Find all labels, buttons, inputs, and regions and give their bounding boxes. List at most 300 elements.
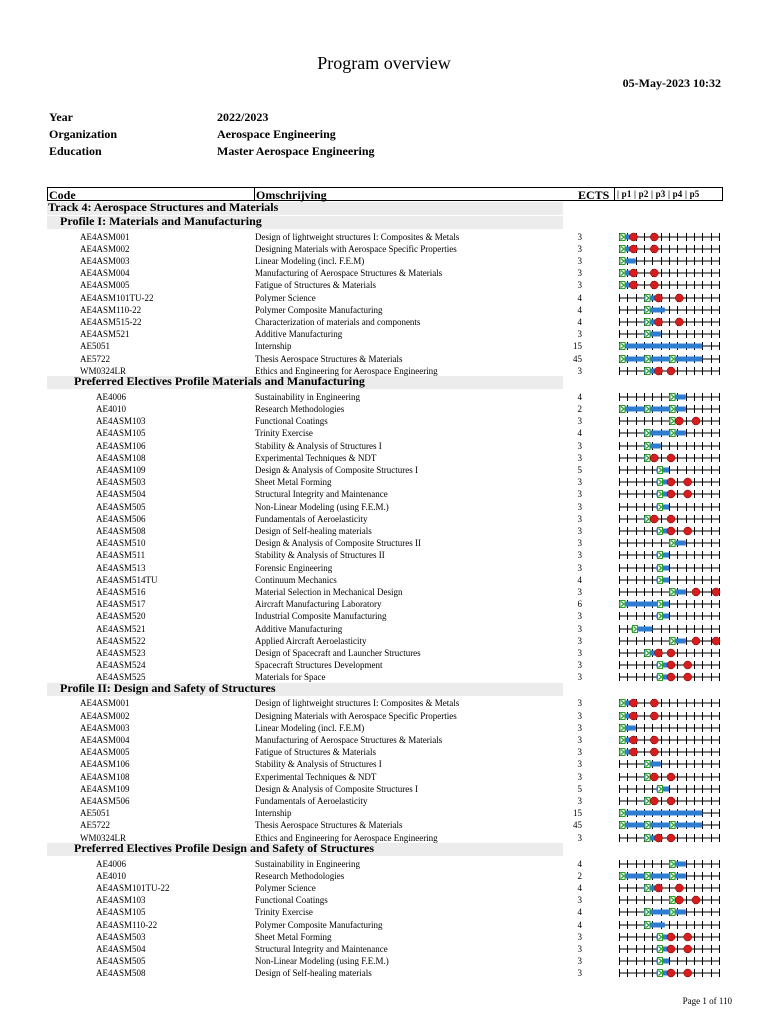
schedule-timeline — [619, 671, 723, 683]
course-code: AE4ASM103 — [96, 416, 146, 427]
course-ects: 3 — [577, 747, 582, 758]
table-row — [0, 599, 768, 611]
course-code: AE4006 — [96, 858, 126, 869]
section-header — [47, 213, 563, 229]
schedule-timeline — [619, 882, 723, 894]
course-description: Structural Integrity and Maintenance — [255, 489, 388, 500]
exam-dot — [650, 269, 658, 277]
meta-value: 2022/2023 — [217, 110, 269, 124]
course-ects: 3 — [577, 256, 582, 266]
exam-dot — [667, 797, 675, 805]
course-description: Stability & Analysis of Structures I — [255, 759, 382, 770]
course-description: Experimental Techniques & NDT — [255, 771, 377, 782]
exam-dot — [655, 884, 663, 892]
course-code: AE4ASM109 — [80, 783, 130, 794]
section-header — [47, 840, 563, 856]
course-bar — [619, 356, 702, 361]
exam-dot — [675, 294, 683, 302]
course-ects: 4 — [577, 428, 582, 439]
schedule-timeline — [619, 427, 723, 439]
schedule-timeline — [619, 403, 723, 415]
schedule-timeline — [619, 415, 723, 427]
header-ects: ECTS — [578, 188, 610, 202]
exam-dot — [684, 661, 692, 669]
course-ects: 5 — [577, 465, 582, 475]
course-description: Stability & Analysis of Structures II — [255, 550, 385, 561]
exam-dot — [692, 896, 700, 904]
course-bar — [619, 811, 702, 816]
course-code: AE4ASM508 — [96, 968, 146, 979]
course-description: Polymer Science — [255, 292, 316, 303]
exam-dot — [684, 933, 692, 941]
course-ects: 3 — [577, 968, 582, 979]
table-row — [0, 723, 768, 735]
schedule-timeline — [619, 292, 723, 304]
schedule-timeline — [619, 501, 723, 513]
section-title: Profile II: Design and Safety of Structures — [60, 680, 276, 695]
schedule-timeline — [619, 623, 723, 635]
course-code: AE4ASM110-22 — [96, 919, 158, 930]
course-description: Internship — [255, 341, 292, 352]
course-code: AE4ASM002 — [80, 710, 130, 721]
table-row — [0, 648, 768, 660]
exam-dot — [630, 748, 638, 756]
course-code: AE4ASM521 — [96, 623, 146, 634]
course-ects: 3 — [577, 280, 582, 291]
course-ects: 3 — [577, 722, 582, 733]
table-row — [0, 232, 768, 244]
course-description: Internship — [255, 808, 292, 819]
course-description: Design & Analysis of Composite Structures I — [255, 465, 418, 475]
table-row — [0, 784, 768, 796]
schedule-timeline — [619, 819, 723, 831]
table-row — [0, 256, 768, 268]
course-code: AE4ASM520 — [96, 611, 146, 622]
schedule-timeline — [619, 255, 723, 267]
course-description: Linear Modeling (incl. F.E.M) — [255, 256, 365, 266]
schedule-timeline — [619, 832, 723, 844]
course-ects: 3 — [577, 648, 582, 658]
table-row — [0, 341, 768, 353]
section-title: Preferred Electives Profile Design and Safety of Structures — [74, 840, 375, 855]
schedule-timeline — [619, 783, 723, 795]
exam-dot — [630, 281, 638, 289]
section-header — [47, 680, 563, 696]
exam-dot — [675, 884, 683, 892]
table-row — [0, 611, 768, 623]
course-ects: 3 — [577, 489, 582, 500]
course-code: AE4ASM505 — [96, 501, 146, 512]
table-row — [0, 883, 768, 895]
course-code: WM0324LR — [80, 365, 126, 376]
exam-dot — [684, 478, 692, 486]
table-row — [0, 392, 768, 404]
table-row — [0, 317, 768, 329]
exam-dot — [630, 245, 638, 253]
meta-label: Organization — [49, 127, 117, 141]
course-description: Fundamentals of Aeroelasticity — [255, 796, 368, 806]
table-row — [0, 808, 768, 820]
course-code: AE4ASM524 — [96, 660, 146, 671]
course-description: Stability & Analysis of Structures I — [255, 440, 382, 451]
exam-dot — [692, 417, 700, 425]
exam-dot — [712, 637, 720, 645]
course-code: AE4ASM003 — [80, 256, 130, 266]
exam-dot — [684, 527, 692, 535]
course-description: Spacecraft Structures Development — [255, 660, 383, 671]
course-description: Non-Linear Modeling (using F.E.M.) — [255, 956, 389, 967]
schedule-timeline — [619, 440, 723, 452]
table-row — [0, 759, 768, 771]
exam-dot — [650, 245, 658, 253]
table-row — [0, 587, 768, 599]
course-description: Additive Manufacturing — [255, 623, 343, 634]
course-ects: 3 — [577, 501, 582, 512]
schedule-timeline — [619, 549, 723, 561]
exam-dot — [667, 649, 675, 657]
table-row — [0, 895, 768, 907]
exam-dot — [667, 969, 675, 977]
course-code: AE4ASM525 — [96, 672, 146, 683]
exam-dot — [667, 673, 675, 681]
exam-dot — [675, 318, 683, 326]
schedule-timeline — [619, 894, 723, 906]
course-code: AE4ASM110-22 — [80, 304, 142, 315]
table-row — [0, 698, 768, 710]
exam-dot — [650, 281, 658, 289]
course-description: Design & Analysis of Composite Structures I — [255, 783, 418, 794]
exam-dot — [655, 318, 663, 326]
course-ects: 3 — [577, 452, 582, 463]
course-code: AE4ASM505 — [96, 956, 146, 967]
table-row — [0, 293, 768, 305]
course-code: AE5722 — [80, 353, 110, 364]
schedule-timeline — [619, 279, 723, 291]
schedule-timeline — [619, 513, 723, 525]
schedule-timeline — [619, 807, 723, 819]
exam-dot — [650, 748, 658, 756]
schedule-timeline — [619, 562, 723, 574]
course-description: Aircraft Manufacturing Laboratory — [255, 599, 382, 610]
schedule-timeline — [619, 231, 723, 243]
course-code: AE4ASM004 — [80, 268, 130, 279]
course-description: Polymer Composite Manufacturing — [255, 304, 383, 315]
course-ects: 4 — [577, 317, 582, 327]
table-row — [0, 820, 768, 832]
course-ects: 45 — [573, 353, 582, 364]
course-code: AE5051 — [80, 808, 110, 819]
section-header — [47, 376, 563, 389]
schedule-timeline — [619, 537, 723, 549]
course-code: AE4ASM004 — [80, 735, 130, 745]
course-ects: 3 — [577, 735, 582, 745]
table-row — [0, 956, 768, 968]
course-ects: 15 — [573, 808, 582, 819]
table-row — [0, 747, 768, 759]
course-code: AE4ASM109 — [96, 465, 146, 475]
course-ects: 4 — [577, 574, 582, 585]
course-code: AE4ASM002 — [80, 243, 130, 254]
course-description: Polymer Composite Manufacturing — [255, 919, 383, 930]
course-code: AE4ASM005 — [80, 747, 130, 758]
course-ects: 4 — [577, 919, 582, 930]
course-code: AE4ASM108 — [80, 771, 130, 782]
table-row — [0, 453, 768, 465]
course-ects: 4 — [577, 883, 582, 893]
table-row — [0, 502, 768, 514]
table-row — [0, 416, 768, 428]
course-code: AE4ASM522 — [96, 635, 146, 646]
course-description: Functional Coatings — [255, 416, 328, 427]
course-code: AE4ASM105 — [96, 907, 146, 918]
course-description: Materials for Space — [255, 672, 326, 683]
schedule-timeline — [619, 586, 723, 598]
course-code: AE4ASM001 — [80, 698, 130, 709]
course-description: Thesis Aerospace Structures & Materials — [255, 820, 403, 831]
table-row — [0, 711, 768, 723]
table-row — [0, 968, 768, 980]
course-code: AE4ASM108 — [96, 452, 146, 463]
course-description: Characterization of materials and components — [255, 317, 421, 327]
exam-dot — [692, 588, 700, 596]
course-ects: 3 — [577, 771, 582, 782]
course-code: AE4ASM510 — [96, 538, 146, 549]
schedule-timeline — [619, 488, 723, 500]
exam-dot — [684, 945, 692, 953]
table-row — [0, 477, 768, 489]
header-code: Code — [49, 188, 76, 202]
header-periods: | p1 | p2 | p3 | p4 | p5 — [617, 189, 700, 199]
course-description: Research Methodologies — [255, 870, 345, 881]
table-row — [0, 550, 768, 562]
course-description: Sheet Metal Forming — [255, 477, 332, 488]
course-ects: 3 — [577, 329, 582, 340]
exam-dot — [630, 269, 638, 277]
course-description: Continuum Mechanics — [255, 574, 337, 585]
course-description: Designing Materials with Aerospace Specific Properties — [255, 710, 457, 721]
section-title: Track 4: Aerospace Structures and Materials — [48, 200, 279, 214]
course-ects: 3 — [577, 243, 582, 254]
course-code: AE4ASM106 — [96, 440, 146, 451]
schedule-timeline — [619, 931, 723, 943]
exam-dot — [667, 661, 675, 669]
course-description: Design of lightweight structures I: Composites & Metals — [255, 698, 460, 709]
course-code: AE4ASM103 — [96, 895, 146, 906]
course-ects: 3 — [577, 623, 582, 634]
course-description: Design of Self-healing materials — [255, 526, 372, 536]
exam-dot — [650, 515, 658, 523]
schedule-timeline — [619, 574, 723, 586]
schedule-timeline — [619, 525, 723, 537]
course-code: AE4ASM506 — [96, 513, 146, 524]
exam-dot — [655, 834, 663, 842]
course-ects: 3 — [577, 477, 582, 488]
schedule-timeline — [619, 267, 723, 279]
schedule-timeline — [619, 858, 723, 870]
course-description: Applied Aircraft Aeroelasticity — [255, 635, 367, 646]
table-row — [0, 575, 768, 587]
course-ects: 3 — [577, 538, 582, 549]
course-code: AE4ASM003 — [80, 722, 130, 733]
course-description: Experimental Techniques & NDT — [255, 452, 377, 463]
course-bar — [619, 873, 686, 878]
course-ects: 3 — [577, 956, 582, 967]
course-ects: 3 — [577, 550, 582, 561]
course-code: AE5051 — [80, 341, 110, 352]
exam-dot — [667, 834, 675, 842]
meta-value: Master Aerospace Engineering — [217, 144, 375, 158]
course-bar — [619, 823, 702, 828]
course-description: Designing Materials with Aerospace Specific Properties — [255, 243, 457, 254]
course-ects: 5 — [577, 783, 582, 794]
course-description: Non-Linear Modeling (using F.E.M.) — [255, 501, 389, 512]
schedule-timeline — [619, 452, 723, 464]
exam-dot — [650, 797, 658, 805]
schedule-timeline — [619, 771, 723, 783]
schedule-timeline — [619, 316, 723, 328]
table-row — [0, 944, 768, 956]
course-description: Manufacturing of Aerospace Structures & Materials — [255, 735, 443, 745]
course-description: Design & Analysis of Composite Structures II — [255, 538, 421, 549]
course-description: Fatigue of Structures & Materials — [255, 747, 376, 758]
schedule-timeline — [619, 870, 723, 882]
page-number: Page 1 of 110 — [682, 996, 732, 1006]
course-ects: 3 — [577, 895, 582, 906]
course-ects: 3 — [577, 440, 582, 451]
course-code: AE4ASM105 — [96, 428, 146, 439]
course-ects: 4 — [577, 292, 582, 303]
table-row — [0, 859, 768, 871]
exam-dot — [667, 454, 675, 462]
course-ects: 3 — [577, 365, 582, 376]
meta-label: Year — [49, 110, 73, 124]
table-row — [0, 920, 768, 932]
table-row — [0, 735, 768, 747]
schedule-timeline — [619, 722, 723, 734]
course-description: Design of lightweight structures I: Composites & Metals — [255, 231, 460, 242]
schedule-timeline — [619, 243, 723, 255]
schedule-timeline — [619, 365, 723, 377]
exam-dot — [684, 673, 692, 681]
exam-dot — [667, 490, 675, 498]
course-code: AE4ASM504 — [96, 489, 146, 500]
course-ects: 3 — [577, 931, 582, 942]
schedule-timeline — [619, 340, 723, 352]
schedule-timeline — [619, 943, 723, 955]
course-description: Functional Coatings — [255, 895, 328, 906]
table-row — [0, 636, 768, 648]
schedule-timeline — [619, 647, 723, 659]
table-row — [0, 772, 768, 784]
table-row — [0, 244, 768, 256]
page-title: Program overview — [317, 53, 451, 73]
course-ects: 6 — [577, 599, 582, 610]
course-description: Sustainability in Engineering — [255, 391, 360, 402]
table-row — [0, 660, 768, 672]
course-ects: 45 — [573, 820, 582, 831]
course-description: Additive Manufacturing — [255, 329, 343, 340]
schedule-timeline — [619, 353, 723, 365]
schedule-timeline — [619, 758, 723, 770]
course-ects: 3 — [577, 710, 582, 721]
table-row — [0, 354, 768, 366]
table-row — [0, 514, 768, 526]
schedule-timeline — [619, 795, 723, 807]
course-description: Design of Self-healing materials — [255, 968, 372, 979]
exam-dot — [692, 637, 700, 645]
schedule-timeline — [619, 328, 723, 340]
exam-dot — [655, 294, 663, 302]
exam-dot — [650, 773, 658, 781]
table-row — [0, 907, 768, 919]
course-description: Structural Integrity and Maintenance — [255, 944, 388, 954]
schedule-timeline — [619, 734, 723, 746]
course-code: AE4ASM517 — [96, 599, 146, 610]
schedule-timeline — [619, 906, 723, 918]
course-description: Forensic Engineering — [255, 562, 333, 573]
course-code: AE4006 — [96, 391, 126, 402]
course-code: AE4ASM516 — [96, 587, 146, 597]
table-row — [0, 538, 768, 550]
course-code: AE4ASM101TU-22 — [80, 292, 154, 303]
table-row — [0, 428, 768, 440]
exam-dot — [630, 233, 638, 241]
table-row — [0, 465, 768, 477]
course-description: Fatigue of Structures & Materials — [255, 280, 376, 291]
schedule-timeline — [619, 304, 723, 316]
course-ects: 4 — [577, 304, 582, 315]
course-ects: 3 — [577, 268, 582, 279]
course-description: Sustainability in Engineering — [255, 858, 360, 869]
course-description: Thesis Aerospace Structures & Materials — [255, 353, 403, 364]
exam-dot — [675, 417, 683, 425]
table-row — [0, 563, 768, 575]
course-bar — [619, 344, 702, 349]
report-datetime: 05-May-2023 10:32 — [622, 76, 721, 90]
course-ects: 3 — [577, 672, 582, 683]
table-row — [0, 526, 768, 538]
exam-dot — [655, 367, 663, 375]
exam-dot — [667, 478, 675, 486]
course-ects: 15 — [573, 341, 582, 352]
course-code: AE4ASM504 — [96, 944, 146, 954]
course-ects: 3 — [577, 759, 582, 770]
schedule-timeline — [619, 697, 723, 709]
table-row — [0, 441, 768, 453]
course-ects: 2 — [577, 404, 582, 414]
table-row — [0, 268, 768, 280]
course-description: Trinity Exercise — [255, 907, 313, 918]
exam-dot — [675, 896, 683, 904]
schedule-timeline — [619, 635, 723, 647]
course-description: Ethics and Engineering for Aerospace Engineering — [255, 832, 438, 843]
course-code: AE4ASM508 — [96, 526, 146, 536]
course-ects: 3 — [577, 513, 582, 524]
exam-dot — [667, 367, 675, 375]
course-ects: 4 — [577, 858, 582, 869]
course-code: AE4ASM523 — [96, 648, 146, 658]
course-code: AE4ASM521 — [80, 329, 130, 340]
course-code: AE4ASM515-22 — [80, 317, 142, 327]
course-code: AE4ASM506 — [80, 796, 130, 806]
course-ects: 4 — [577, 391, 582, 402]
course-code: AE4ASM514TU — [96, 574, 158, 585]
schedule-timeline — [619, 967, 723, 979]
exam-dot — [630, 712, 638, 720]
course-description: Design of Spacecraft and Launcher Structures — [255, 648, 421, 658]
course-code: AE4ASM001 — [80, 231, 130, 242]
exam-dot — [650, 712, 658, 720]
